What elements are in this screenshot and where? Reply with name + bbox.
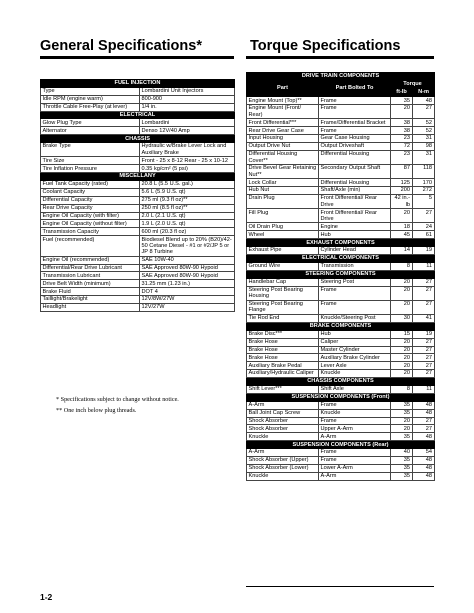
spec-row — [41, 228, 235, 236]
spec-value: 20.8 L (5.5 U.S. gal.) — [140, 180, 235, 188]
torque-ft-lb: 20 — [391, 286, 413, 300]
spec-label: Throttle Cable Free-Play (at lever) — [41, 103, 140, 111]
torque-part-bolted-to: Front Differential/ Rear Drive — [319, 209, 391, 223]
torque-part: Wheel — [247, 231, 319, 239]
torque-row — [247, 209, 435, 223]
spec-label: Glow Plug Type — [41, 119, 140, 127]
spec-value: DOT 4 — [140, 288, 235, 296]
section-header-row — [41, 135, 235, 143]
spec-value: 250 ml (8.5 fl oz)** — [140, 204, 235, 212]
torque-n-m: 11 — [413, 385, 435, 393]
section-header-row — [41, 80, 235, 88]
torque-n-m: 54 — [413, 449, 435, 457]
torque-part: Handlebar Cap — [247, 278, 319, 286]
torque-part-bolted-to: Transmission — [319, 262, 391, 270]
torque-part: Shock Absorber — [247, 425, 319, 433]
torque-part: Fill Plug — [247, 209, 319, 223]
torque-n-m: 27 — [413, 354, 435, 362]
spec-value: 31.25 mm (1.23 in.) — [140, 280, 235, 288]
torque-row — [247, 409, 435, 417]
torque-ft-lb: 72 — [391, 143, 413, 151]
torque-part: Auxiliary Brake Pedal — [247, 362, 319, 370]
section-header: SUSPENSION COMPONENTS (Front) — [247, 393, 435, 401]
spec-label: Engine Oil (recommended) — [41, 256, 140, 264]
torque-ft-lb: 45 — [391, 231, 413, 239]
torque-part-bolted-to: Knuckle/Steering Post — [319, 314, 391, 322]
bottom-rule — [246, 586, 434, 587]
torque-part-bolted-to: Differential Housing — [319, 150, 391, 164]
section-header: EXHAUST COMPONENTS — [247, 239, 435, 247]
torque-row — [247, 262, 435, 270]
torque-part-bolted-to: Frame — [319, 286, 391, 300]
torque-part: A-Arm — [247, 401, 319, 409]
torque-row — [247, 330, 435, 338]
torque-row — [247, 187, 435, 195]
torque-part-bolted-to: Frame — [319, 449, 391, 457]
section-header: ELECTRICAL COMPONENTS — [247, 255, 435, 263]
torque-ft-lb: 42 in.-lb — [391, 195, 413, 209]
torque-n-m: 27 — [413, 370, 435, 378]
torque-ft-lb: 20 — [391, 362, 413, 370]
torque-ft-lb: 8 — [391, 262, 413, 270]
torque-part: Auxiliary/Hydraulic Caliper — [247, 370, 319, 378]
spec-label: Drive Belt Width (minimum) — [41, 280, 140, 288]
torque-part-bolted-to: Secondary Output Shaft — [319, 165, 391, 179]
torque-ft-lb: 20 — [391, 300, 413, 314]
torque-n-m: 24 — [413, 223, 435, 231]
spec-row — [41, 212, 235, 220]
torque-ft-lb: 8 — [391, 385, 413, 393]
torque-n-m: 27 — [413, 300, 435, 314]
spec-label: Idle RPM (engine warm) — [41, 95, 140, 103]
torque-n-m: 27 — [413, 286, 435, 300]
spec-label: Differential/Rear Drive Lubricant — [41, 264, 140, 272]
torque-part: Engine Mount (Top)** — [247, 97, 319, 105]
spec-label: Differential Capacity — [41, 196, 140, 204]
torque-specifications-title: Torque Specifications — [250, 38, 401, 54]
torque-row — [247, 223, 435, 231]
spec-label: Taillight/Brakelight — [41, 296, 140, 304]
torque-part: Brake Hose — [247, 354, 319, 362]
torque-part-bolted-to: Hub — [319, 330, 391, 338]
torque-part: Drain Plug — [247, 195, 319, 209]
column-header-n-m: N-m — [413, 89, 435, 97]
torque-n-m: 27 — [413, 209, 435, 223]
left-title-rule — [40, 56, 234, 59]
section-header: CHASSIS — [41, 135, 235, 143]
torque-ft-lb: 23 — [391, 150, 413, 164]
torque-ft-lb: 20 — [391, 370, 413, 378]
spec-value: 5.6 L (5.9 U.S. qt) — [140, 188, 235, 196]
torque-ft-lb: 35 — [391, 472, 413, 480]
torque-row — [247, 425, 435, 433]
torque-n-m: 48 — [413, 401, 435, 409]
right-title-rule — [246, 56, 434, 59]
torque-part: Shift Lever*** — [247, 385, 319, 393]
torque-part: Engine Mount (Front/ Rear) — [247, 105, 319, 119]
spec-value: 0.35 kg/cm² (5 psi) — [140, 165, 235, 173]
spec-label: Rear Drive Capacity — [41, 204, 140, 212]
spec-row — [41, 143, 235, 157]
torque-ft-lb: 20 — [391, 346, 413, 354]
section-header-row — [41, 111, 235, 119]
torque-part-bolted-to: Knuckle — [319, 409, 391, 417]
torque-ft-lb: 35 — [391, 97, 413, 105]
spec-value: Hydraulic w/Brake Lever Lock and Auxiliary Brake — [140, 143, 235, 157]
spec-value: Denso 12V/40 Amp — [140, 127, 235, 135]
spec-value: 12V/27W — [140, 304, 235, 312]
torque-row — [247, 401, 435, 409]
torque-n-m: 48 — [413, 433, 435, 441]
torque-ft-lb: 87 — [391, 165, 413, 179]
torque-specifications-table — [246, 72, 435, 481]
section-header: SUSPENSION COMPONENTS (Rear) — [247, 441, 435, 449]
spec-label: Fuel Tank Capacity (rated) — [41, 180, 140, 188]
torque-n-m: 48 — [413, 97, 435, 105]
torque-n-m: 27 — [413, 417, 435, 425]
torque-part-bolted-to: Shift Axle — [319, 385, 391, 393]
torque-row — [247, 433, 435, 441]
torque-part: Tie Rod End — [247, 314, 319, 322]
torque-ft-lb: 20 — [391, 425, 413, 433]
section-header: DRIVE TRAIN COMPONENTS — [247, 73, 435, 81]
spec-label: Tire Inflation Pressure — [41, 165, 140, 173]
torque-part-bolted-to: A-Arm — [319, 472, 391, 480]
section-header: STEERING COMPONENTS — [247, 270, 435, 278]
torque-part-bolted-to: Frame — [319, 417, 391, 425]
spec-label: Fuel (recommended) — [41, 236, 140, 256]
torque-row — [247, 278, 435, 286]
torque-n-m: 98 — [413, 143, 435, 151]
torque-part-bolted-to: A-Arm — [319, 433, 391, 441]
torque-part-bolted-to: Frame — [319, 127, 391, 135]
torque-part-bolted-to: Frame — [319, 401, 391, 409]
torque-n-m: 27 — [413, 362, 435, 370]
torque-part: Drive Bevel Gear Retaining Nut** — [247, 165, 319, 179]
torque-ft-lb: 38 — [391, 119, 413, 127]
spec-row — [41, 188, 235, 196]
torque-part-bolted-to: Differential Housing — [319, 179, 391, 187]
torque-part: Lock Collar — [247, 179, 319, 187]
torque-row — [247, 231, 435, 239]
spec-value: Biodiesel Blend up to 20% (B20)/42-50 Cetane Diesel - #1 or #2/JP 5 or JP 8 Turbine — [140, 236, 235, 256]
torque-part-bolted-to: Knuckle — [319, 370, 391, 378]
torque-part-bolted-to: Caliper — [319, 338, 391, 346]
torque-n-m: 11 — [413, 262, 435, 270]
spec-row — [41, 87, 235, 95]
spec-value: SAE Approved 80W-90 Hypoid — [140, 264, 235, 272]
torque-part-bolted-to: Lower A-Arm — [319, 464, 391, 472]
section-header: ELECTRICAL — [41, 111, 235, 119]
spec-value: 1/4 in. — [140, 103, 235, 111]
spec-row — [41, 304, 235, 312]
torque-ft-lb: 20 — [391, 338, 413, 346]
spec-value: Front - 25 x 8-12 Rear - 25 x 10-12 — [140, 157, 235, 165]
torque-row — [247, 165, 435, 179]
spec-row — [41, 296, 235, 304]
torque-part: Oil Drain Plug — [247, 223, 319, 231]
torque-part-bolted-to: Gear Case Housing — [319, 135, 391, 143]
torque-n-m: 118 — [413, 165, 435, 179]
spec-value: 600 ml (20.3 fl oz) — [140, 228, 235, 236]
torque-part: Exhaust Pipe — [247, 247, 319, 255]
torque-n-m: 27 — [413, 105, 435, 119]
torque-row — [247, 417, 435, 425]
spec-label: Transmission Lubricant — [41, 272, 140, 280]
section-header-row — [247, 322, 435, 330]
torque-part-bolted-to: Engine — [319, 223, 391, 231]
torque-part: Ground Wire — [247, 262, 319, 270]
spec-label: Tire Size — [41, 157, 140, 165]
spec-row — [41, 127, 235, 135]
torque-ft-lb: 15 — [391, 330, 413, 338]
section-header-row — [247, 378, 435, 386]
section-header-row — [247, 441, 435, 449]
section-header-row — [247, 239, 435, 247]
torque-part-bolted-to: Output Driveshaft — [319, 143, 391, 151]
torque-n-m: 41 — [413, 314, 435, 322]
torque-n-m: 19 — [413, 330, 435, 338]
spec-label: Type — [41, 87, 140, 95]
torque-part: Steering Post Bearing Housing — [247, 286, 319, 300]
footnote-plug-threads: ** One inch below plug threads. — [56, 407, 137, 414]
column-header-ft-lb: ft-lb — [391, 89, 413, 97]
section-header: FUEL INJECTION — [41, 80, 235, 88]
spec-row — [41, 256, 235, 264]
torque-row — [247, 385, 435, 393]
torque-part: A-Arm — [247, 449, 319, 457]
spec-label: Engine Oil Capacity (with filter) — [41, 212, 140, 220]
spec-row — [41, 165, 235, 173]
general-specifications-table — [40, 79, 235, 312]
general-specifications-title: General Specifications* — [40, 38, 202, 54]
torque-ft-lb: 30 — [391, 314, 413, 322]
torque-ft-lb: 40 — [391, 449, 413, 457]
torque-part: Hub Nut — [247, 187, 319, 195]
spec-row — [41, 288, 235, 296]
spec-row — [41, 119, 235, 127]
torque-part: Front Differential*** — [247, 119, 319, 127]
spec-row — [41, 180, 235, 188]
torque-n-m: 48 — [413, 409, 435, 417]
torque-n-m: 170 — [413, 179, 435, 187]
torque-ft-lb: 20 — [391, 278, 413, 286]
torque-row — [247, 286, 435, 300]
torque-n-m: 27 — [413, 338, 435, 346]
column-header-part-bolted-to: Part Bolted To — [319, 81, 391, 97]
spec-row — [41, 280, 235, 288]
spec-row — [41, 204, 235, 212]
torque-n-m: 5 — [413, 195, 435, 209]
spec-value: 275 ml (9.3 fl oz)** — [140, 196, 235, 204]
spec-value: SAE Approved 80W-90 Hypoid — [140, 272, 235, 280]
torque-part-bolted-to: Cylinder Head — [319, 247, 391, 255]
torque-row — [247, 97, 435, 105]
spec-row — [41, 103, 235, 111]
torque-part-bolted-to: Lever Axle — [319, 362, 391, 370]
torque-part-bolted-to: Frame — [319, 300, 391, 314]
column-header-part: Part — [247, 81, 319, 97]
torque-row — [247, 150, 435, 164]
spec-row — [41, 272, 235, 280]
torque-n-m: 31 — [413, 135, 435, 143]
torque-ft-lb: 200 — [391, 187, 413, 195]
torque-part-bolted-to: Frame — [319, 97, 391, 105]
torque-row — [247, 119, 435, 127]
torque-part: Knuckle — [247, 433, 319, 441]
torque-n-m: 52 — [413, 127, 435, 135]
torque-row — [247, 362, 435, 370]
torque-ft-lb: 20 — [391, 417, 413, 425]
torque-part: Rear Drive Gear Case — [247, 127, 319, 135]
spec-label: Brake Type — [41, 143, 140, 157]
spec-row — [41, 95, 235, 103]
torque-row — [247, 247, 435, 255]
torque-part-bolted-to: Upper A-Arm — [319, 425, 391, 433]
spec-value: SAE 10W-40 — [140, 256, 235, 264]
torque-row — [247, 300, 435, 314]
torque-ft-lb: 35 — [391, 401, 413, 409]
torque-part: Knuckle — [247, 472, 319, 480]
torque-part: Differential Housing Cover** — [247, 150, 319, 164]
torque-ft-lb: 14 — [391, 247, 413, 255]
torque-row — [247, 346, 435, 354]
torque-part-bolted-to: Front Differential/ Rear Drive — [319, 195, 391, 209]
torque-row — [247, 105, 435, 119]
spec-label: Brake Fluid — [41, 288, 140, 296]
torque-part: Steering Post Bearing Flange — [247, 300, 319, 314]
torque-ft-lb: 125 — [391, 179, 413, 187]
torque-n-m: 27 — [413, 425, 435, 433]
section-header: MISCELLANY — [41, 173, 235, 181]
torque-n-m: 48 — [413, 456, 435, 464]
torque-part: Ball Joint Cap Screw — [247, 409, 319, 417]
torque-ft-lb: 35 — [391, 456, 413, 464]
column-header-torque: Torque — [391, 81, 435, 89]
torque-part: Brake Disc*** — [247, 330, 319, 338]
torque-ft-lb: 18 — [391, 223, 413, 231]
spec-label: Alternator — [41, 127, 140, 135]
torque-part-bolted-to: Steering Post — [319, 278, 391, 286]
torque-row — [247, 127, 435, 135]
spec-label: Headlight — [41, 304, 140, 312]
torque-part: Shock Absorber (Lower) — [247, 464, 319, 472]
torque-part: Brake Hose — [247, 338, 319, 346]
torque-part-bolted-to: Hub — [319, 231, 391, 239]
torque-n-m: 52 — [413, 119, 435, 127]
spec-value: 1.9 L (2.0 U.S. qt) — [140, 220, 235, 228]
torque-ft-lb: 35 — [391, 464, 413, 472]
spec-value: 2.0 L (2.1 U.S. qt) — [140, 212, 235, 220]
section-header-row — [247, 255, 435, 263]
torque-part: Shock Absorber (Upper) — [247, 456, 319, 464]
torque-ft-lb: 23 — [391, 135, 413, 143]
torque-part: Output Drive Nut — [247, 143, 319, 151]
spec-value: 800-900 — [140, 95, 235, 103]
spec-value: 12V/8W/27W — [140, 296, 235, 304]
torque-row — [247, 135, 435, 143]
torque-n-m: 48 — [413, 472, 435, 480]
torque-n-m: 48 — [413, 464, 435, 472]
torque-part: Brake Hose — [247, 346, 319, 354]
spec-row — [41, 236, 235, 256]
torque-row — [247, 143, 435, 151]
torque-row — [247, 456, 435, 464]
spec-row — [41, 220, 235, 228]
torque-n-m: 27 — [413, 278, 435, 286]
torque-row — [247, 179, 435, 187]
torque-row — [247, 195, 435, 209]
torque-part: Shock Absorber — [247, 417, 319, 425]
torque-row — [247, 449, 435, 457]
torque-part-bolted-to: Frame/Differential Bracket — [319, 119, 391, 127]
torque-ft-lb: 35 — [391, 409, 413, 417]
torque-column-header-row — [247, 81, 435, 89]
torque-part-bolted-to: Frame — [319, 105, 391, 119]
torque-ft-lb: 20 — [391, 354, 413, 362]
section-header: BRAKE COMPONENTS — [247, 322, 435, 330]
torque-row — [247, 464, 435, 472]
spec-label: Transmission Capacity — [41, 228, 140, 236]
torque-row — [247, 338, 435, 346]
footnote-specifications: * Specifications subject to change without notice. — [56, 396, 179, 403]
torque-ft-lb: 35 — [391, 433, 413, 441]
torque-n-m: 27 — [413, 346, 435, 354]
torque-row — [247, 354, 435, 362]
spec-value: Lombardini — [140, 119, 235, 127]
torque-part: Input Housing — [247, 135, 319, 143]
section-header-row — [247, 393, 435, 401]
torque-n-m: 61 — [413, 231, 435, 239]
torque-ft-lb: 20 — [391, 209, 413, 223]
torque-n-m: 272 — [413, 187, 435, 195]
section-header-row — [247, 270, 435, 278]
spec-row — [41, 196, 235, 204]
torque-part-bolted-to: Master Cylinder — [319, 346, 391, 354]
torque-row — [247, 472, 435, 480]
section-header-row — [41, 173, 235, 181]
torque-n-m: 31 — [413, 150, 435, 164]
torque-n-m: 19 — [413, 247, 435, 255]
torque-ft-lb: 20 — [391, 105, 413, 119]
spec-row — [41, 264, 235, 272]
torque-part-bolted-to: Auxiliary Brake Cylinder — [319, 354, 391, 362]
torque-top-header-row — [247, 73, 435, 81]
section-header: CHASSIS COMPONENTS — [247, 378, 435, 386]
spec-label: Coolant Capacity — [41, 188, 140, 196]
spec-value: Lombardini Unit Injectors — [140, 87, 235, 95]
torque-row — [247, 370, 435, 378]
torque-part-bolted-to: Frame — [319, 456, 391, 464]
torque-ft-lb: 38 — [391, 127, 413, 135]
spec-row — [41, 157, 235, 165]
torque-row — [247, 314, 435, 322]
torque-part-bolted-to: Shaft/Axle (min) — [319, 187, 391, 195]
page-number: 1-2 — [40, 592, 53, 602]
spec-label: Engine Oil Capacity (without filter) — [41, 220, 140, 228]
